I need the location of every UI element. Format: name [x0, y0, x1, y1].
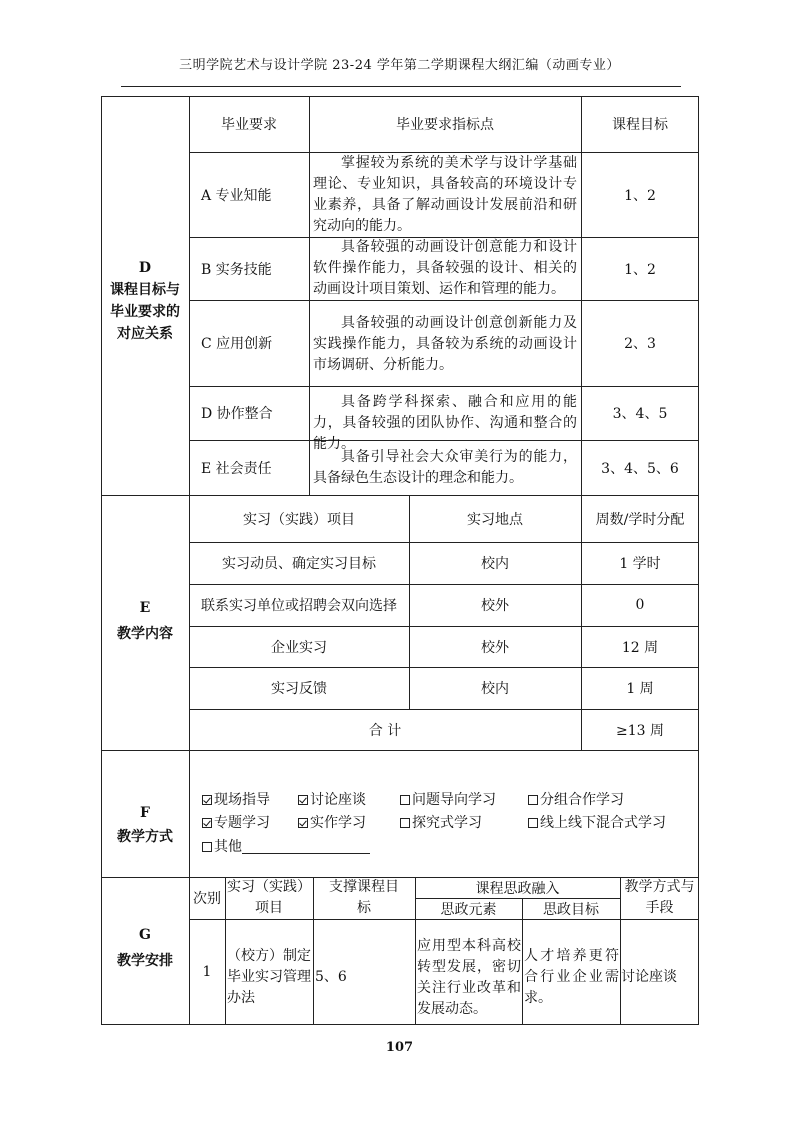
- g-row-project: （校方）制定毕业实习管理办法: [227, 948, 311, 1006]
- e-row-time: 1 周: [626, 681, 654, 697]
- e-row-place: 校外: [481, 639, 509, 656]
- e-row-project: 实习反馈: [271, 681, 327, 697]
- method-option[interactable]: [400, 812, 482, 832]
- section-f-code: F: [140, 805, 150, 821]
- d-row-requirement: D 协作整合: [201, 406, 273, 422]
- g-row-line: [189, 919, 699, 920]
- page-header: 三明学院艺术与设计学院 23-24 学年第二学期课程大纲汇编（动画专业）: [179, 58, 620, 73]
- method-option-label: 线上线下混合式学习: [540, 815, 666, 831]
- e-row-project: 企业实习: [271, 639, 327, 656]
- d-header-requirement: 毕业要求: [221, 117, 277, 133]
- e-row-time: 12 周: [621, 639, 659, 656]
- e-total-label: 合 计: [368, 722, 402, 739]
- d-row-goal: 1、2: [624, 187, 656, 204]
- section-e-label: [101, 597, 189, 645]
- d-row-requirement: E 社会责任: [201, 460, 272, 477]
- method-option[interactable]: [298, 789, 366, 809]
- section-d-label-line: 课程目标与: [110, 282, 180, 298]
- checkbox-icon[interactable]: [400, 818, 410, 828]
- checkbox-icon[interactable]: [528, 818, 538, 828]
- e-total-value: ≥13 周: [616, 722, 664, 739]
- checkbox-checked-icon[interactable]: [298, 818, 308, 828]
- d-row-goal: 2、3: [624, 336, 656, 352]
- section-e-code: E: [139, 600, 151, 616]
- method-option-label: 专题学习: [214, 815, 270, 831]
- g-header-support: 支撑课程目标: [329, 879, 399, 916]
- checkbox-checked-icon[interactable]: [202, 818, 212, 828]
- d-row-indicator: 具备引导社会大众审美行为的能力，具备绿色生态设计的理念和能力。: [313, 449, 577, 486]
- method-option-label: 探究式学习: [412, 815, 482, 831]
- e-header-place: 实习地点: [467, 511, 523, 528]
- header-rule: [121, 86, 681, 87]
- d-row-indicator: 具备跨学科探索、融合和应用的能力，具备较强的团队协作、沟通和整合的能力。: [313, 394, 577, 452]
- checkbox-checked-icon[interactable]: [298, 795, 308, 805]
- d-row-goal: 3、4、5、6: [601, 460, 679, 477]
- method-option-label: 现场指导: [214, 792, 270, 808]
- e-header-time: 周数/学时分配: [595, 511, 685, 528]
- d-col-divider-1: [309, 96, 310, 495]
- section-e-title: 教学内容: [117, 626, 173, 642]
- g-row-support: 5、6: [315, 969, 347, 985]
- method-option[interactable]: [528, 812, 666, 832]
- separator-e-f: [101, 750, 699, 751]
- d-row-indicator: 具备较强的动画设计创意创新能力及实践操作能力，具备较为系统的动画设计市场调研、分析能力。: [313, 315, 577, 373]
- g-row-no: 1: [202, 964, 212, 980]
- checkbox-icon[interactable]: [202, 842, 212, 852]
- method-option-label: 分组合作学习: [540, 792, 624, 808]
- method-option[interactable]: [202, 789, 270, 809]
- d-row-goal: 1、2: [624, 261, 656, 278]
- g-header-target: 思政目标: [543, 901, 599, 918]
- section-g-label: [101, 924, 189, 972]
- e-row-project: 实习动员、确定实习目标: [222, 556, 376, 572]
- e-row-place: 校内: [481, 556, 509, 572]
- g-header-method: 教学方式与手段: [624, 879, 695, 916]
- section-d-label: [101, 257, 189, 345]
- d-row-requirement: B 实务技能: [201, 261, 272, 278]
- g-header-element: 思政元素: [440, 901, 497, 918]
- g-row-element: 应用型本科高校转型发展，密切关注行业改革和发展动态。: [417, 938, 521, 1017]
- e-row-time: 1 学时: [619, 556, 661, 572]
- g-header-no: 次别: [193, 891, 221, 907]
- d-row-requirement: C 应用创新: [201, 336, 273, 352]
- d-row-indicator: 具备较强的动画设计创意能力和设计软件操作能力，具备较强的设计、相关的动画设计项目策划、运作和管理的能力。: [313, 239, 577, 297]
- g-row-method: 讨论座谈: [621, 969, 677, 985]
- checkbox-icon[interactable]: [528, 795, 538, 805]
- section-f-label: [101, 802, 189, 848]
- method-option-label: 其他: [214, 839, 242, 855]
- section-f-title: 教学方式: [117, 829, 173, 845]
- e-row-time: 0: [635, 597, 645, 613]
- method-option-label: 讨论座谈: [310, 792, 366, 808]
- method-option-other[interactable]: [202, 836, 370, 856]
- section-d-label-line: 毕业要求的: [110, 304, 180, 320]
- checkbox-icon[interactable]: [400, 795, 410, 805]
- d-row-goal: 3、4、5: [612, 406, 668, 422]
- d-row-requirement: A 专业知能: [201, 187, 272, 204]
- d-header-indicator: 毕业要求指标点: [396, 117, 494, 133]
- method-option[interactable]: [400, 789, 496, 809]
- e-row-place: 校外: [481, 598, 509, 614]
- section-g-code: G: [139, 927, 151, 943]
- e-row-place: 校内: [481, 681, 509, 697]
- other-fill-line[interactable]: [242, 839, 370, 854]
- g-row-target: 人才培养更符合行业企业需求。: [524, 948, 619, 1006]
- method-option[interactable]: [528, 789, 624, 809]
- section-d-code: D: [138, 260, 152, 276]
- g-header-ideology: 课程思政融入: [475, 880, 560, 897]
- method-option-label: 问题导向学习: [412, 792, 496, 808]
- g-header-project: 实习（实践）项目: [227, 879, 311, 916]
- section-g-title: 教学安排: [117, 953, 173, 969]
- page-number: 107: [385, 1040, 414, 1055]
- d-row-indicator: 掌握较为系统的美术学与设计学基础理论、专业知识，具备较高的环境设计专业素养，具备了解动画设计发展前沿和研究动向的能力。: [313, 155, 577, 234]
- section-d-label-line: 对应关系: [117, 326, 173, 342]
- method-option[interactable]: [202, 812, 270, 832]
- e-row-project: 联系实习单位或招聘会双向选择: [201, 598, 397, 614]
- checkbox-checked-icon[interactable]: [202, 795, 212, 805]
- method-option[interactable]: [298, 812, 366, 832]
- d-header-goal: 课程目标: [612, 117, 668, 133]
- e-header-project: 实习（实践）项目: [243, 511, 355, 528]
- method-option-label: 实作学习: [310, 815, 366, 831]
